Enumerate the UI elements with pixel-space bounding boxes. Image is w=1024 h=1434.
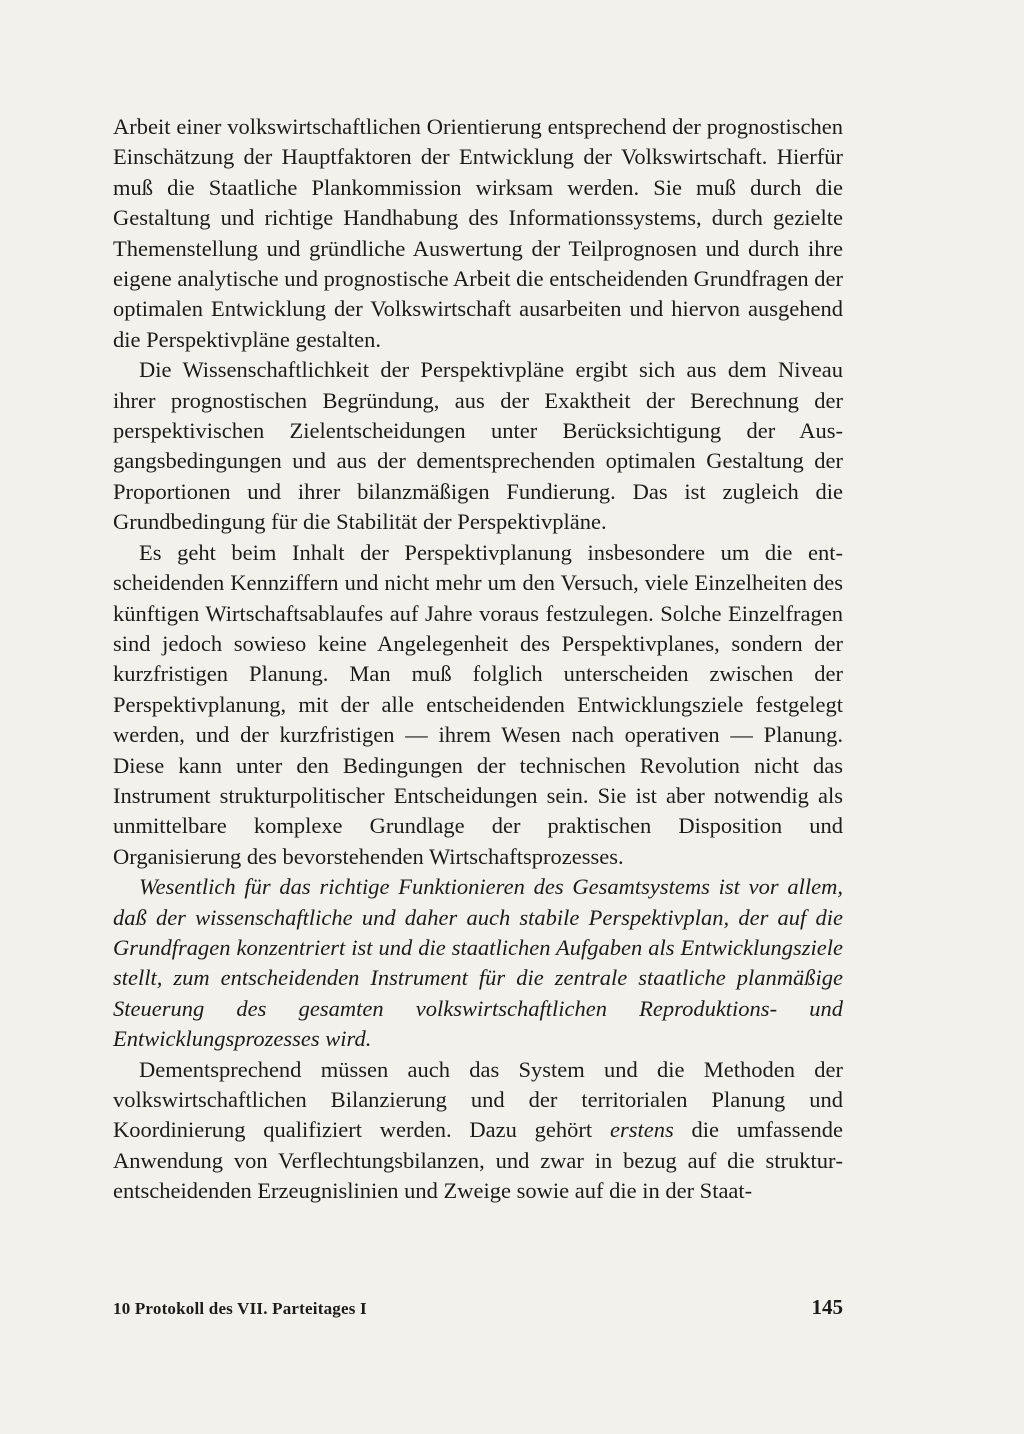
paragraph-3: Es geht beim Inhalt der Perspektivplanung insbesondere um die entscheidenden Kennziffern und nicht mehr um den Versuch, viele Einzelheiten des künftigen Wirtschaftsablaufes auf Jahre voraus festzulegen. Solche Einzelfragen sind jedoch sowieso keine Angelegenheit des Perspektivplanes, sondern der kurzfristigen Planung. Man muß folglich unterscheiden zwischen der Perspektivplanung, mit der alle entscheidenden Entwicklungsziele festgelegt werden, und der kurzfristigen — ihrem Wesen nach operativen — Planung. Diese kann unter den Bedingungen der technischen Revolution nicht das Instrument strukturpolitischer Entscheidungen sein. Sie ist aber notwendig als unmittelbare komplexe Grundlage der praktischen Disposition und Organisierung des bevorstehenden Wirtschaftsprozesses.: [113, 539, 843, 869]
paragraph-2: Die Wissenschaftlichkeit der Perspektivpläne ergibt sich aus dem Niveau ihrer prognostischen Begründung, aus der Exaktheit der Berechnung der perspektivischen Zielentscheidungen unter Berücksichtigung der Ausgangsbedingungen und aus der dementsprechenden optimalen Gestaltung der Proportionen und ihrer bilanzmäßigen Fundierung. Das ist zugleich die Grundbedingung für die Stabilität der Perspektivpläne.: [113, 357, 843, 535]
page-number: 145: [811, 1295, 843, 1319]
page-footer: [113, 1293, 843, 1323]
paragraph-5-start: Dementsprechend müssen auch das System und die Methoden der volkswirtschaftlichen Bilanzierung und der territorialen Planung und Koordinierung qualifiziert werden. Dazu gehört: [113, 1056, 843, 1143]
paragraph-1: Arbeit einer volkswirtschaftlichen Orientierung entsprechend der prognostischen Einschätzung der Hauptfaktoren der Entwicklung der Volkswirtschaft. Hierfür muß die Staatliche Plankommission wirksam werden. Sie muß durch die Gestaltung und richtige Handhabung des Informationssystems, durch gezielte Themenstellung und gründliche Auswertung der Teilprognosen und durch ihre eigene analytische und prognostische Arbeit die entscheidenden Grundfragen der optimalen Entwicklung der Volkswirtschaft ausarbeiten und hiervon ausgehend die Perspektivpläne gestalten.: [113, 114, 843, 352]
emphasis-erstens: erstens: [609, 1117, 674, 1143]
printer-signature: 10 Protokoll des VII. Parteitages I: [113, 1299, 367, 1318]
body-text: [113, 112, 843, 1207]
paragraph-4-italic: Wesentlich für das richtige Funktionieren des Gesamtsystems ist vor allem, daß der wissenschaftliche und daher auch stabile Perspektivplan, der auf die Grundfragen konzentriert ist und die staatlichen Aufgaben als Entwicklungsziele stellt, zum entscheidenden Instrument für die zentrale staatliche planmäßige Steuerung des gesamten volkswirtschaftlichen Reproduktions- und Entwicklungsprozesses wird.: [113, 874, 843, 1052]
paragraph-5-end: die umfassende Anwendung von Verflechtungsbilanzen, und zwar in bezug auf die strukturentscheidenden Erzeugnislinien und Zweige sowie auf die in der Staat-: [113, 1117, 843, 1204]
paragraph-5: [113, 1055, 843, 1207]
